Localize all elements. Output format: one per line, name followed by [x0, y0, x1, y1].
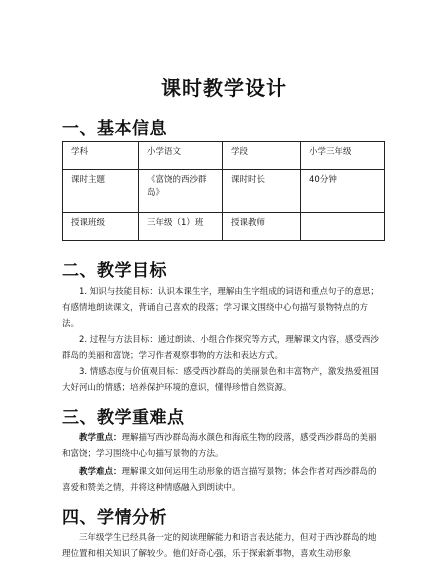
difficulty-paragraph — [62, 464, 384, 496]
section-heading-basic-info: 一、基本信息 — [62, 119, 167, 139]
table-cell: 授课班级 — [63, 213, 139, 241]
key-point-text: 理解描写西沙群岛海水颜色和海底生物的段落，感受西沙群岛的美丽和富饶；学习围绕中心句描写景物的方法。 — [62, 433, 377, 459]
table-cell: 小学三年级 — [301, 142, 385, 170]
student-analysis-text: 三年级学生已经具备一定的阅读理解能力和语言表达能力，但对于西沙群岛的地理位置和相关知识了解较少。他们好奇心强，乐于探索新事物，喜欢生动形象 — [62, 533, 377, 559]
table-cell — [301, 213, 385, 241]
basic-info-table — [62, 141, 385, 241]
table-cell: 《富饶的西沙群岛》 — [139, 170, 223, 213]
section-heading-teaching-goals: 二、教学目标 — [62, 261, 167, 281]
table-cell: 授课教师 — [223, 213, 301, 241]
goal-knowledge: 1. 知识与技能目标：认识本课生字，理解由生字组成的词语和重点句子的意思；有感情地朗读课文，背诵自己喜欢的段落；学习课文围绕中心句描写景物特点的方法。 — [62, 287, 379, 329]
key-point-paragraph — [62, 430, 384, 462]
section-heading-key-points: 三、教学重难点 — [62, 408, 185, 428]
section-heading-student-analysis: 四、学情分析 — [62, 508, 167, 528]
table-cell: 三年级（1）班 — [139, 213, 223, 241]
difficulty-label: 教学难点： — [79, 467, 122, 477]
table-cell: 课时时长 — [223, 170, 301, 213]
difficulty-text: 理解课文如何运用生动形象的语言描写景物；体会作者对西沙群岛的喜爱和赞美之情，并将这种情感融入到朗读中。 — [62, 467, 377, 493]
table-row — [63, 142, 385, 170]
table-cell: 课时主题 — [63, 170, 139, 213]
table-cell: 学科 — [63, 142, 139, 170]
goal-process: 2. 过程与方法目标：通过朗读、小组合作探究等方式，理解课文内容，感受西沙群岛的美丽和富饶；学习作者观察事物的方法和表达方式。 — [62, 335, 379, 361]
table-row — [63, 170, 385, 213]
table-row — [63, 213, 385, 241]
page-title: 课时教学设计 — [161, 76, 287, 100]
goal-emotion: 3. 情感态度与价值观目标：感受西沙群岛的美丽景色和丰富物产，激发热爱祖国大好河山的情感；培养保护环境的意识，懂得珍惜自然资源。 — [62, 367, 379, 393]
key-point-label: 教学重点： — [79, 433, 122, 443]
table-cell: 40分钟 — [301, 170, 385, 213]
table-cell: 小学语文 — [139, 142, 223, 170]
table-cell: 学段 — [223, 142, 301, 170]
